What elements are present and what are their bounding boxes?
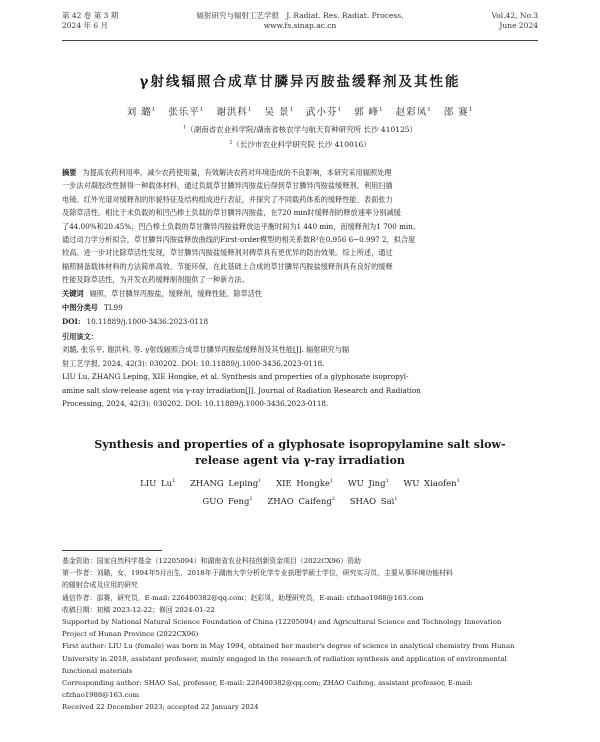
author-cn: 刘 璐$^1$ (126, 106, 157, 118)
footnote-line: Project of Hunan Province (2022CX96) (62, 630, 199, 639)
title-cn: γ射线辐照合成草甘膦异丙胺盐缓释剂及其性能 (139, 74, 461, 90)
footnote-line: 基金资助：国家自然科学基金（12205094）和湖南省农业科技创新资金项目（2022CX96）资助 (62, 557, 361, 565)
authors-en-row2 (0, 496, 600, 507)
authors-en-row1 (0, 478, 600, 489)
author-en: LIU Lu$^1$ (140, 478, 176, 489)
date-en: June 2024 (499, 21, 538, 30)
abstract: 摘要 为提高农药利用率，减少农药使用量，有效解决农药对环境造成的不良影响，本研究采用辐照处理 一步法对凝胶改性制得一种载体材料，通过负载草甘膦异丙胺盐后得到草甘膦异丙胺盐缓释剂，利用扫描 电镜、红外光谱对缓释剂的形貌特征及结构组成进行表征，并探究了不同载药体系的缓释性能、表面张力 及除草活性。相比于未负载的和凹凸棒土负载的草甘膦异丙胺盐，在720 min时缓释剂的释放速率分别减缓 了44.00%和20.45%；凹凸棒土负载的草甘膦异丙胺盐释放达平衡时间为1 440 min，而缓释剂为1 700 min。 通过动力学分析拟合，草甘膦异丙胺盐释放曲线的First-order模型的相关系数R²在0.956 6~0.997 2，拟合度 较高。进一步对比除草活性发现，草甘膦异丙胺盐缓释剂对稗草具有更优异的防治效果。综上所述，通过 辐照制备载体材料的方法简单高效、节能环保，在此基础上合成的草甘膦异丙胺盐缓释剂具有良好的缓释 性能及除草活性，为开发农药缓释制剂提供了一种新方法。 (62, 168, 421, 285)
footnote-line: 收稿日期：初稿 2023-12-22；修回 2024-01-22 (62, 605, 215, 614)
header-right (492, 11, 538, 31)
footnote-line: 的辐射合成及应用的研究 (62, 581, 138, 590)
citation-label: 引用该文： (62, 332, 98, 341)
footnotes (62, 555, 538, 714)
author-cn: 张乐平$^1$ (168, 106, 205, 118)
keywords: 关键词 辐照，草甘膦异丙胺盐，缓释剂，缓释性能，除草活性 (62, 289, 263, 298)
footnote-line: Supported by National Natural Science Foundation of China (12205094) and Agricultural Science and Technology Innovation (62, 618, 502, 627)
author-cn: 邵 赛$^1$ (443, 106, 474, 118)
footnote-line: functional materials (62, 666, 133, 675)
author-en: XIE Hongke$^1$ (276, 478, 334, 489)
footnote-rule (62, 550, 162, 551)
footnote-line: University in 2018, assistant professor, mainly engaged in the research of radiation synthesis and application of environmental (62, 654, 507, 663)
header-center (62, 11, 538, 31)
volume-cn: 第 42 卷 第 3 期 (62, 11, 119, 20)
author-en: SHAO Sai$^1$ (349, 496, 398, 507)
author-en: WU Jing$^1$ (347, 478, 389, 489)
affiliation-2: $^2$（长沙市农业科学研究院 长沙 410016） (229, 139, 371, 149)
author-en: GUO Feng$^1$ (202, 496, 253, 507)
authors-cn (0, 104, 600, 118)
affiliation-1: $^1$（湖南省农业科学院/湖南省核农学与航天育种研究所 长沙 410125） (182, 124, 418, 134)
footnote-line: First author: LIU Lu (female) was born in May 1994, obtained her master's degree of science in analytical chemistry from Hunan (62, 642, 515, 651)
author-en: WU Xiaofen$^1$ (403, 478, 460, 489)
header-rule (62, 40, 538, 41)
author-en: ZHANG Leping$^1$ (190, 478, 262, 489)
doi: DOI: 10.11889/j.1000-3436.2023-0118 (62, 317, 209, 326)
journal-cn: 辐射研究与辐射工艺学报 (196, 11, 280, 20)
footnote-line: Corresponding author: SHAO Sai, professor, E-mail: 226400382@qq.com; ZHAO Caifeng, assistant professor, E-mail: (62, 679, 473, 688)
author-cn: 赵彩凤$^1$ (395, 106, 432, 118)
author-cn: 郭 峰$^1$ (354, 106, 384, 118)
citation: 引用该文： 刘璐, 张乐平, 谢洪科, 等. γ射线辐照合成草甘膦异丙胺盐缓释剂及其性能[J]. 辐射研究与辐 射工艺学报, 2024, 42(3): 030202. DOI: 10.11889/j.1000-3436.2023-0118. LIU Lu, ZHANG Leping, XIE Hongke, et al. Synthesis and properties of a glyphosate isopropyl- amine salt slow-release agent via γ-ray irradiation[J]. Journal of Radiation Research and Radiation Processing, 2024, 42(3): 030202. DOI: 10.11889/j.1000-3436.2023-0118. (62, 330, 538, 410)
footnote-line: 通信作者：邵赛，研究员，E-mail: 226400382@qq.com；赵彩凤，助理研究员，E-mail: cfzhao1988@163.com (62, 593, 424, 602)
volume-en: Vol.42, No.3 (491, 11, 538, 20)
clc-number: 中图分类号 TL99 (62, 303, 123, 312)
author-en: ZHAO Caifeng$^2$ (267, 496, 336, 507)
abstract-label: 摘要 (62, 168, 77, 177)
date-cn: 2024 年 6 月 (62, 21, 109, 30)
footnote-line: cfzhao1988@163.com (62, 691, 140, 700)
journal-en: J. Radiat. Res. Radiat. Process. (286, 11, 404, 20)
footnote-line: Received 22 December 2023; accepted 22 January 2024 (62, 703, 259, 712)
author-cn: 吴 景$^1$ (264, 106, 294, 118)
title-en: Synthesis and properties of a glyphosate isopropylamine salt slow-release agent via γ-ray irradiation (94, 438, 506, 467)
author-cn: 武小芬$^1$ (306, 106, 343, 118)
author-cn: 谢洪科$^1$ (216, 106, 253, 118)
running-header (62, 8, 538, 42)
footnote-line: 第一作者：刘璐，女，1994年5月出生，2018年于湖南大学分析化学专业获理学硕士学位，研究实习员，主要从事环境功能材料 (62, 569, 453, 578)
journal-website: www.fs.sinap.ac.cn (263, 21, 337, 30)
